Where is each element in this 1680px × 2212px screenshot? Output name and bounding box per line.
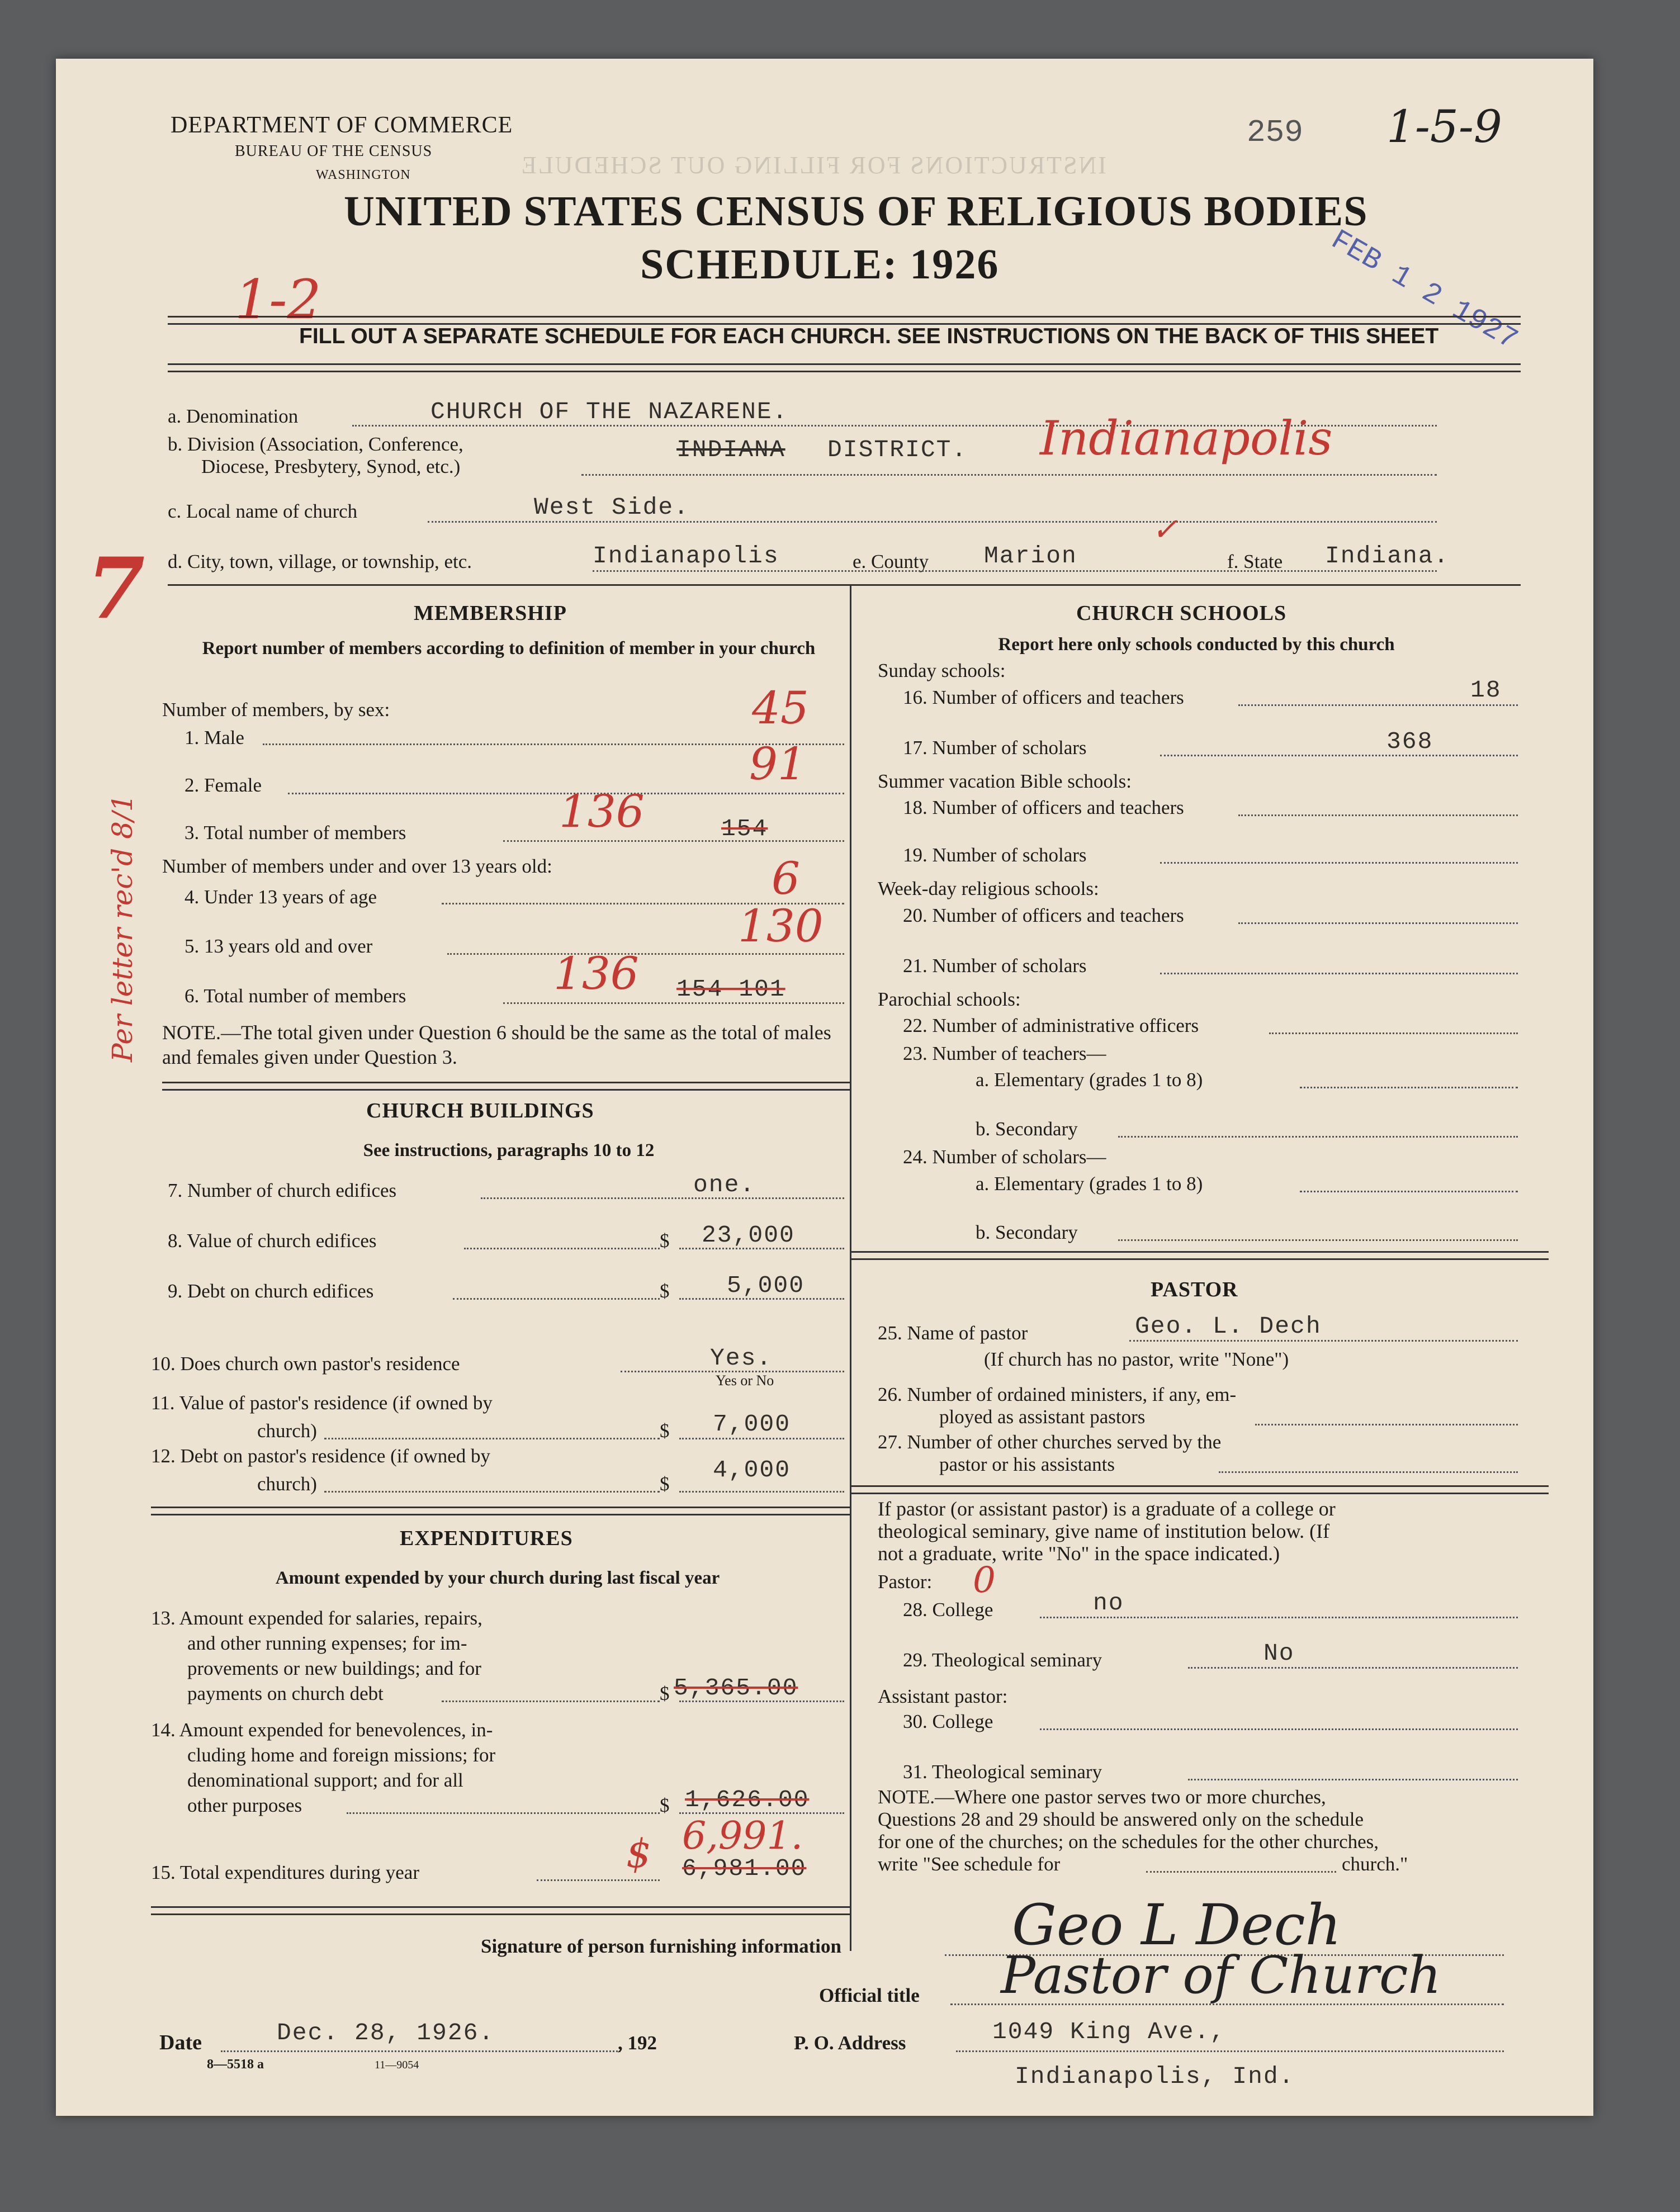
q12-amount-line: [679, 1491, 844, 1493]
q13-line-1: 13. Amount expended for salaries, repairs,: [151, 1607, 482, 1629]
q13-line-3: provements or new buildings; and for: [187, 1657, 481, 1679]
q11-label-2: church): [257, 1420, 317, 1442]
q14-value[interactable]: 1,626.00: [685, 1786, 810, 1813]
q13-line: [442, 1701, 660, 1702]
q8-dollar: $: [660, 1230, 670, 1252]
local-name-line: [428, 521, 1437, 523]
q23a-line: [1300, 1087, 1518, 1088]
general-bottom-rule: [168, 584, 1521, 586]
q4-label: 4. Under 13 years of age: [184, 886, 377, 908]
q13-line-4: payments on church debt: [187, 1683, 384, 1704]
q11-line: [324, 1438, 660, 1439]
q24b-line: [1118, 1239, 1518, 1241]
q7-value[interactable]: one.: [693, 1171, 756, 1199]
q11-value[interactable]: 7,000: [713, 1410, 791, 1438]
q22-label: 22. Number of administrative officers: [903, 1015, 1199, 1036]
pastor-note-2: Questions 28 and 29 should be answered only on the schedule: [878, 1808, 1364, 1830]
local-name-value[interactable]: West Side.: [534, 494, 690, 521]
city-line: [593, 570, 1437, 572]
q13-line-2: and other running expenses; for im-: [187, 1632, 467, 1654]
q3-struck-value: 154: [721, 815, 768, 842]
po-address-value-1[interactable]: 1049 King Ave.,: [992, 2018, 1226, 2045]
form-number: 8—5518 a: [207, 2057, 264, 2072]
q15-label: 15. Total expenditures during year: [151, 1862, 419, 1883]
city-label: d. City, town, village, or township, etc.: [168, 551, 472, 572]
q11-dollar: $: [660, 1420, 670, 1442]
q29-value[interactable]: No: [1263, 1640, 1295, 1667]
expenditures-heading: EXPENDITURES: [400, 1527, 573, 1550]
q17-line: [1160, 755, 1518, 756]
expenditures-instruction: Amount expended by your church during last fiscal year: [275, 1568, 720, 1588]
age-label: Number of members under and over 13 years old:: [162, 855, 552, 877]
q30-line: [1040, 1728, 1518, 1730]
weekday-label: Week-day religious schools:: [878, 878, 1099, 899]
bleed-through-text: INSTRUCTIONS FOR FILLING OUT SCHEDULE: [520, 151, 1106, 179]
q17-value[interactable]: 368: [1386, 728, 1433, 755]
q12-label-2: church): [257, 1473, 317, 1495]
q9-label: 9. Debt on church edifices: [168, 1280, 374, 1302]
state-label: f. State: [1227, 551, 1283, 572]
summer-label: Summer vacation Bible schools:: [878, 770, 1132, 792]
margin-note: Per letter rec'd 8/1: [106, 794, 139, 1062]
q3-label: 3. Total number of members: [184, 822, 406, 844]
date-line: [221, 2050, 621, 2052]
q15-struck-value: 6,981.00: [682, 1855, 807, 1882]
q25-hint: (If church has no pastor, write "None"): [984, 1348, 1289, 1370]
column-divider: [850, 584, 851, 1951]
q14-dollar: $: [660, 1794, 670, 1816]
q16-value[interactable]: 18: [1470, 676, 1502, 704]
membership-bottom-rule: [162, 1082, 850, 1091]
q12-line: [324, 1491, 660, 1493]
q5-value[interactable]: 130: [738, 900, 824, 952]
q14-line-4: other purposes: [187, 1794, 302, 1816]
pastor-heading: PASTOR: [1151, 1278, 1238, 1301]
po-address-line: [956, 2050, 1504, 2052]
q5-line: [447, 953, 844, 955]
pastor-note-4: write "See schedule for: [878, 1853, 1061, 1875]
q9-line: [453, 1298, 660, 1300]
q1-value[interactable]: 45: [752, 682, 809, 734]
po-address-value-2[interactable]: Indianapolis, Ind.: [1015, 2063, 1295, 2090]
q14-line: [347, 1812, 660, 1814]
q12-label-1: 12. Debt on pastor's residence (if owned by: [151, 1445, 490, 1467]
q25-value[interactable]: Geo. L. Dech: [1135, 1313, 1322, 1340]
q14-line-1: 14. Amount expended for benevolences, in-: [151, 1719, 493, 1741]
q9-value[interactable]: 5,000: [727, 1272, 805, 1299]
q7-line: [481, 1197, 844, 1199]
city-value[interactable]: Indianapolis: [593, 542, 779, 570]
division-line: [581, 474, 1437, 476]
q16-line: [1238, 704, 1518, 706]
q20-line: [1238, 922, 1518, 924]
q23a-label: a. Elementary (grades 1 to 8): [976, 1069, 1203, 1091]
pastor-note-3: for one of the churches; on the schedules for the other churches,: [878, 1831, 1379, 1853]
q3-line: [503, 840, 844, 842]
serial-number: 259: [1247, 115, 1303, 150]
membership-note: NOTE.—The total given under Question 6 should be the same as the total of males and females given under Question 3.: [162, 1021, 831, 1068]
q2-label: 2. Female: [184, 774, 262, 796]
signature-label: Signature of person furnishing information: [481, 1935, 841, 1957]
department-line: DEPARTMENT OF COMMERCE: [171, 112, 513, 138]
margin-mark-seven: 7: [87, 539, 145, 638]
q21-line: [1160, 973, 1518, 974]
q6-line: [503, 1002, 844, 1004]
pastor-note-blank: [1146, 1871, 1336, 1873]
pastor-mid-rule: [850, 1485, 1549, 1494]
q27-line-2: pastor or his assistants: [939, 1453, 1115, 1475]
q6-struck-value: 154 101: [676, 975, 785, 1003]
official-title-label: Official title: [819, 1984, 920, 2006]
q20-label: 20. Number of officers and teachers: [903, 904, 1184, 926]
q10-value[interactable]: Yes.: [710, 1344, 773, 1372]
state-value[interactable]: Indiana.: [1325, 542, 1450, 570]
q24b-label: b. Secondary: [976, 1221, 1078, 1243]
q25-label: 25. Name of pastor: [878, 1322, 1028, 1344]
division-value[interactable]: DISTRICT.: [827, 436, 968, 463]
q6-label: 6. Total number of members: [184, 985, 406, 1007]
received-date-stamp: FEB 1 2 1927: [1325, 224, 1523, 357]
q19-line: [1160, 862, 1518, 864]
q23b-line: [1118, 1136, 1518, 1138]
pastor-note-1: NOTE.—Where one pastor serves two or more churches,: [878, 1786, 1326, 1808]
po-address-label: P. O. Address: [794, 2032, 906, 2054]
denomination-label: a. Denomination: [168, 405, 299, 427]
q23b-label: b. Secondary: [976, 1118, 1078, 1140]
division-struck-value: INDIANA: [676, 436, 785, 463]
assistant-label: Assistant pastor:: [878, 1685, 1008, 1707]
q12-value[interactable]: 4,000: [713, 1456, 791, 1484]
q24a-label: a. Elementary (grades 1 to 8): [976, 1173, 1203, 1195]
official-title-value[interactable]: Pastor of Church: [1001, 1945, 1441, 2005]
grad-note-1: If pastor (or assistant pastor) is a graduate of a college or: [878, 1498, 1336, 1520]
q8-value[interactable]: 23,000: [702, 1221, 795, 1249]
schools-instruction: Report here only schools conducted by this church: [998, 634, 1395, 655]
q27-line-1: 27. Number of other churches served by the: [878, 1431, 1222, 1453]
division-label-2: Diocese, Presbytery, Synod, etc.): [201, 456, 461, 477]
q15-red-dollar: $: [626, 1831, 651, 1877]
q26-line: [1255, 1424, 1518, 1425]
q26-line-1: 26. Number of ordained ministers, if any, em-: [878, 1384, 1237, 1405]
q7-label: 7. Number of church edifices: [168, 1180, 397, 1201]
q28-label: 28. College: [903, 1599, 993, 1621]
buildings-heading: CHURCH BUILDINGS: [366, 1099, 594, 1122]
grad-note-3: not a graduate, write "No" in the space indicated.): [878, 1542, 1280, 1565]
q24-label: 24. Number of scholars—: [903, 1146, 1106, 1168]
instructions-line: FILL OUT A SEPARATE SCHEDULE FOR EACH CHURCH. SEE INSTRUCTIONS ON THE BACK OF THIS SHEET: [299, 324, 1439, 348]
q14-line-3: denominational support; and for all: [187, 1769, 463, 1791]
q28-line: [1040, 1617, 1518, 1618]
pastor-mark: 0: [973, 1560, 996, 1601]
county-value[interactable]: Marion: [984, 542, 1077, 570]
county-check: ✓: [1152, 511, 1178, 548]
q10-hint: Yes or No: [716, 1372, 774, 1389]
date-label: Date: [159, 2031, 202, 2054]
denomination-value[interactable]: CHURCH OF THE NAZARENE.: [430, 398, 788, 425]
division-handwritten: Indianapolis: [1040, 411, 1333, 466]
buildings-bottom-rule: [151, 1507, 850, 1515]
schools-bottom-rule: [850, 1251, 1549, 1260]
city-line: WASHINGTON: [316, 168, 411, 182]
print-number: 11—9054: [375, 2059, 419, 2071]
q9-dollar: $: [660, 1280, 670, 1302]
q2-value[interactable]: 91: [749, 738, 806, 790]
pastor-note-5: church.": [1342, 1853, 1408, 1875]
pastor-label: Pastor:: [878, 1571, 933, 1593]
grad-note-2: theological seminary, give name of institution below. (If: [878, 1520, 1330, 1542]
by-sex-label: Number of members, by sex:: [162, 699, 390, 721]
sunday-label: Sunday schools:: [878, 660, 1006, 681]
date-year-suffix: , 192: [618, 2032, 657, 2054]
q8-label: 8. Value of church edifices: [168, 1230, 377, 1252]
q15-handwritten[interactable]: 6,991.: [682, 1814, 803, 1858]
q21-label: 21. Number of scholars: [903, 955, 1087, 977]
schedule-title: SCHEDULE: 1926: [640, 241, 1000, 288]
q29-label: 29. Theological seminary: [903, 1649, 1102, 1671]
q6-value[interactable]: 136: [553, 948, 639, 1000]
schools-heading: CHURCH SCHOOLS: [1076, 601, 1287, 625]
q13-dollar: $: [660, 1683, 670, 1704]
q18-line: [1238, 814, 1518, 816]
q28-value[interactable]: no: [1093, 1589, 1124, 1617]
parochial-label: Parochial schools:: [878, 988, 1021, 1010]
q4-value[interactable]: 6: [772, 852, 800, 904]
q5-label: 5. 13 years old and over: [184, 935, 373, 957]
division-label-1: b. Division (Association, Conference,: [168, 433, 463, 455]
q1-label: 1. Male: [184, 727, 244, 749]
q18-label: 18. Number of officers and teachers: [903, 797, 1184, 818]
county-label: e. County: [853, 551, 929, 572]
q3-value[interactable]: 136: [559, 785, 645, 837]
q14-line-2: cluding home and foreign missions; for: [187, 1744, 496, 1766]
q17-label: 17. Number of scholars: [903, 737, 1087, 759]
buildings-instruction: See instructions, paragraphs 10 to 12: [363, 1140, 655, 1161]
bureau-line: BUREAU OF THE CENSUS: [235, 143, 433, 160]
date-value[interactable]: Dec. 28, 1926.: [277, 2019, 495, 2047]
q8-line: [464, 1248, 660, 1249]
header-rule-bottom: [168, 363, 1521, 372]
q19-label: 19. Number of scholars: [903, 844, 1087, 866]
q15-line: [537, 1879, 660, 1881]
corner-handwritten-number: 1-5-9: [1386, 101, 1502, 153]
q22-line: [1269, 1032, 1518, 1034]
form-title: UNITED STATES CENSUS OF RELIGIOUS BODIES: [344, 188, 1368, 235]
q23-label: 23. Number of teachers—: [903, 1043, 1106, 1064]
signature-value[interactable]: Geo L Dech: [1012, 1892, 1342, 1958]
q26-line-2: ployed as assistant pastors: [939, 1406, 1146, 1428]
left-bottom-rule: [151, 1906, 850, 1915]
header-rule-top: [168, 316, 1521, 325]
q16-label: 16. Number of officers and teachers: [903, 686, 1184, 708]
q30-label: 30. College: [903, 1711, 993, 1732]
q31-label: 31. Theological seminary: [903, 1761, 1102, 1783]
q12-dollar: $: [660, 1473, 670, 1495]
q27-line: [1219, 1471, 1518, 1473]
page-mark: 1-2: [235, 268, 321, 331]
q13-value[interactable]: 5,365.00: [674, 1674, 798, 1702]
membership-heading: MEMBERSHIP: [414, 601, 567, 625]
q11-amount-line: [679, 1438, 844, 1439]
q25-line: [1129, 1340, 1518, 1342]
q29-line: [1188, 1667, 1518, 1669]
q11-label-1: 11. Value of pastor's residence (if owned by: [151, 1392, 493, 1414]
q24a-line: [1300, 1191, 1518, 1192]
q10-label: 10. Does church own pastor's residence: [151, 1353, 460, 1375]
membership-instruction: Report number of members according to definition of member in your church: [202, 638, 816, 659]
local-name-label: c. Local name of church: [168, 500, 358, 522]
q31-line: [1188, 1779, 1518, 1780]
